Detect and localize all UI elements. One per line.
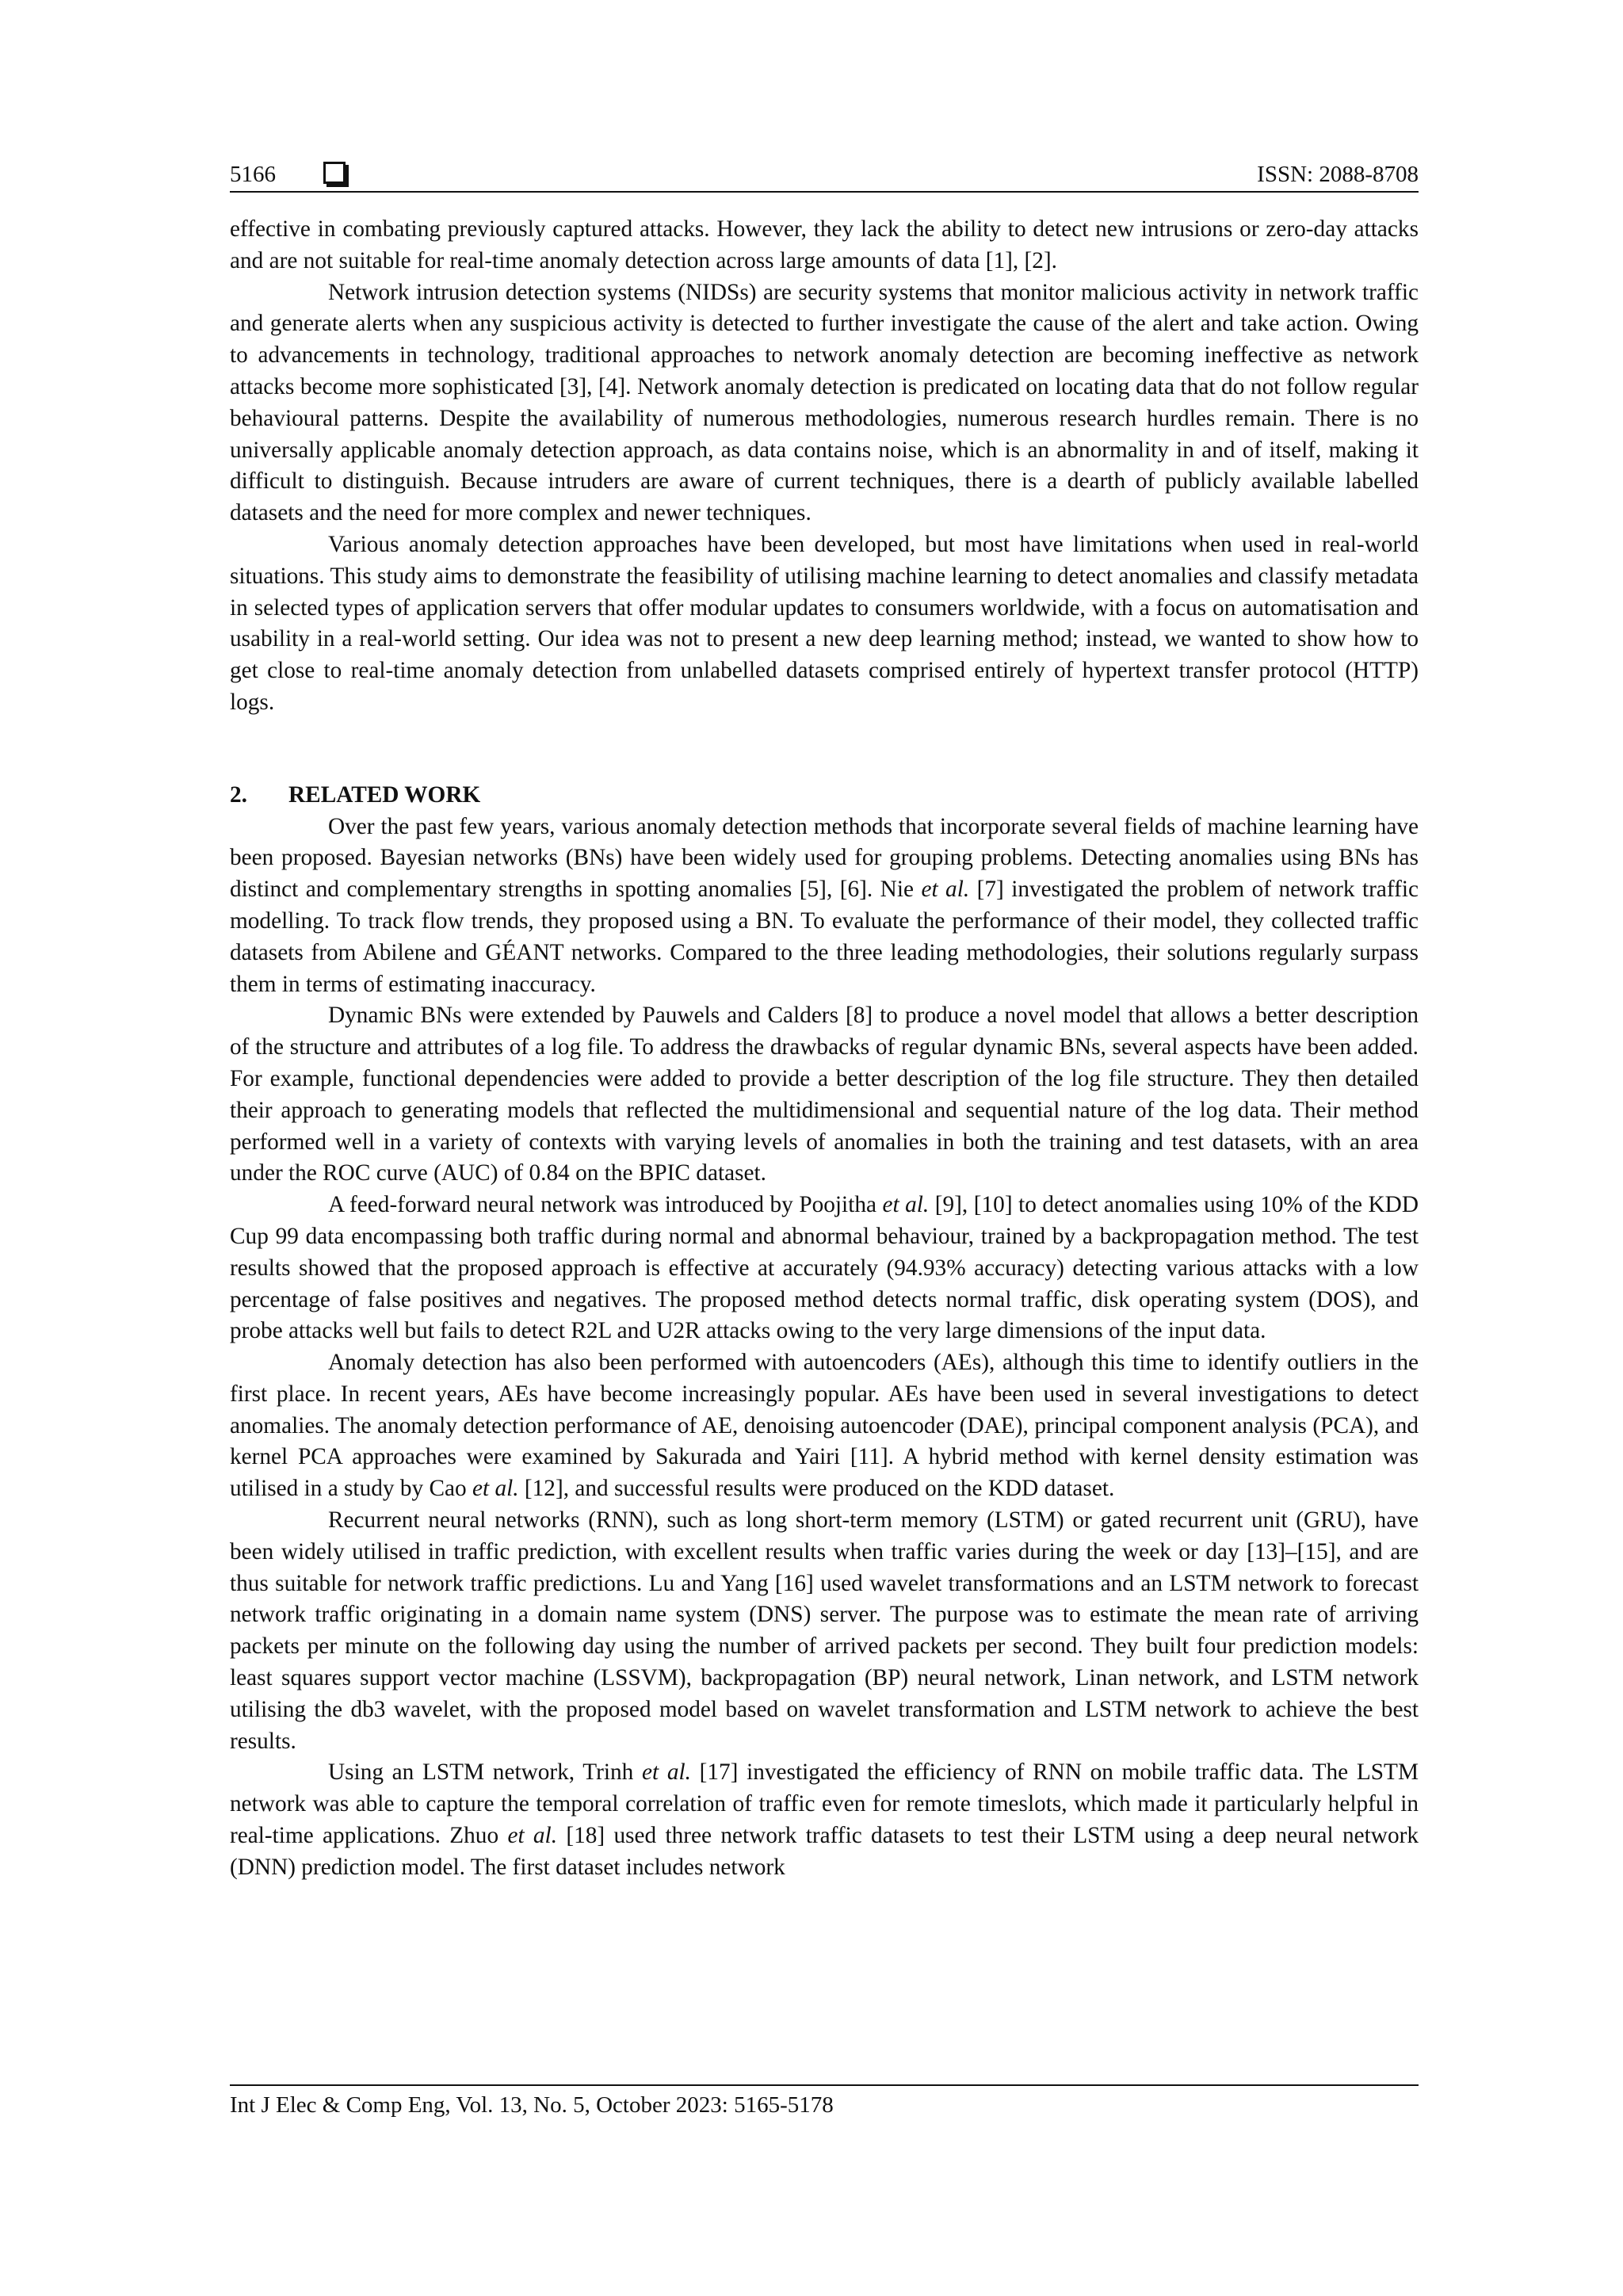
footer-rule	[230, 2084, 1419, 2086]
section-number: 2.	[230, 781, 247, 808]
running-header	[230, 155, 1419, 194]
page-number: 5166	[230, 161, 276, 187]
text-run: [12], and successful results were produced on the KDD dataset.	[518, 1476, 1115, 1502]
paragraph: Various anomaly detection approaches have been developed, but most have limitations when used in real-world situations. This study aims to demonstrate the feasibility of utilising machine learning to detect anomalies and classify metadata in selected types of application servers that offer modular updates to consumers worldwide, with a focus on automatisation and usability in a real-world setting. Our idea was not to present a new deep learning method; instead, we wanted to show how to get close to real-time anomaly detection from unlabelled datasets comprised entirely of hypertext transfer protocol (HTTP) logs.	[230, 531, 1419, 715]
text-run: Anomaly detection has also been performed with autoencoders (AEs), although this time to identify outliers in the first place. In recent years, AEs have become increasingly popular. AEs have been used in several investigations to detect anomalies. The anomaly detection performance of AE, denoising autoencoder (DAE), principal component analysis (PCA), and kernel PCA approaches were examined by Sakurada and Yairi [11]. A hybrid method with kernel density estimation was utilised in a study by Cao	[230, 1350, 1419, 1502]
paragraph	[230, 1757, 1419, 1883]
paragraph: effective in combating previously captured attacks. However, they lack the ability to detect new intrusions or zero-day attacks and are not suitable for real-time anomaly detection across large amounts of data [1], [2].	[230, 216, 1419, 273]
issn: ISSN: 2088-8708	[1257, 161, 1419, 187]
text-run-italic: et al.	[921, 877, 970, 903]
section-title: RELATED WORK	[288, 781, 481, 808]
text-run: Over the past few years, various anomaly detection methods that incorporate several fields of machine learning have been proposed. Bayesian networks (BNs) have been widely used for grouping problems. Detecting anomalies using BNs has distinct and complementary strengths in spotting anomalies [5], [6]. Nie	[230, 813, 1419, 903]
text-run: [17] investigated the efficiency of RNN on mobile traffic data. The LSTM network was able to capture the temporal correlation of traffic even for remote timeslots, which made it particularly helpful in real-time applications. Zhuo	[230, 1759, 1419, 1849]
text-run: [18] used three network traffic datasets to test their LSTM using a deep neural network (DNN) prediction model. The first dataset includes network	[230, 1823, 1419, 1880]
text-run: [7] investigated the problem of network traffic modelling. To track flow trends, they proposed using a BN. To evaluate the performance of their model, they collected traffic datasets from Abilene and GÉANT networks. Compared to the three leading methodologies, their solutions regularly surpass them in terms of estimating inaccuracy.	[230, 877, 1419, 997]
header-left	[230, 162, 346, 188]
header-rule	[230, 191, 1419, 193]
paragraph	[230, 812, 1419, 1001]
text-run: A feed-forward neural network was introduced by Poojitha	[328, 1192, 883, 1218]
running-footer: Int J Elec & Comp Eng, Vol. 13, No. 5, October 2023: 5165-5178	[230, 2092, 834, 2118]
body-text	[230, 214, 1419, 1884]
text-run: Using an LSTM network, Trinh	[328, 1759, 643, 1786]
paragraph	[230, 1347, 1419, 1505]
section-heading	[230, 780, 1419, 812]
text-run-italic: et al.	[882, 1192, 930, 1218]
text-run-italic: et al.	[507, 1823, 558, 1849]
paragraph: Recurrent neural networks (RNN), such as long short-term memory (LSTM) or gated recurrent unit (GRU), have been widely utilised in traffic prediction, with excellent results when traffic varies during the week or day [13]–[15], and are thus suitable for network traffic predictions. Lu and Yang [16] used wavelet transformations and an LSTM network to forecast network traffic originating in a domain name system (DNS) server. The purpose was to estimate the mean rate of arriving packets per minute on the following day using the number of arrived packets per second. They built four prediction models: least squares support vector machine (LSSVM), backpropagation (BP) neural network, Linan network, and LSTM network utilising the db3 wavelet, with the proposed model based on wavelet transformation and LSTM network to achieve the best results.	[230, 1507, 1419, 1754]
paragraph: Dynamic BNs were extended by Pauwels and Calders [8] to produce a novel model that allows a better description of the structure and attributes of a log file. To address the drawbacks of regular dynamic BNs, several aspects have been added. For example, functional dependencies were added to provide a better description of the log file structure. They then detailed their approach to generating models that reflected the multidimensional and sequential nature of the log data. Their method performed well in a variety of contexts with varying levels of anomalies in both the training and test datasets, with an area under the ROC curve (AUC) of 0.84 on the BPIC dataset.	[230, 1003, 1419, 1186]
paragraph: Network intrusion detection systems (NIDSs) are security systems that monitor malicious activity in network traffic and generate alerts when any suspicious activity is detected to further investigate the cause of the alert and take action. Owing to advancements in technology, traditional approaches to network anomaly detection are becoming ineffective as network attacks become more sophisticated [3], [4]. Network anomaly detection is predicated on locating data that do not follow regular behavioural patterns. Despite the availability of numerous methodologies, numerous research hurdles remain. There is no universally applicable anomaly detection approach, as data contains noise, which is an abnormality in and of itself, making it difficult to distinguish. Because intruders are aware of current techniques, there is a dearth of publicly available labelled datasets and the need for more complex and newer techniques.	[230, 279, 1419, 526]
text-run: [9], [10] to detect anomalies using 10% of the KDD Cup 99 data encompassing both traffic during normal and abnormal behaviour, trained by a backpropagation method. The test results showed that the proposed approach is effective at accurately (94.93% accuracy) detecting various attacks with a low percentage of false positives and negatives. The proposed method detects normal traffic, disk operating system (DOS), and probe attacks well but fails to detect R2L and U2R attacks owing to the very large dimensions of the input data.	[230, 1192, 1419, 1344]
text-run-italic: et al.	[472, 1476, 519, 1502]
text-run-italic: et al.	[642, 1759, 691, 1786]
paragraph	[230, 1190, 1419, 1347]
ballot-box-icon	[323, 162, 346, 184]
